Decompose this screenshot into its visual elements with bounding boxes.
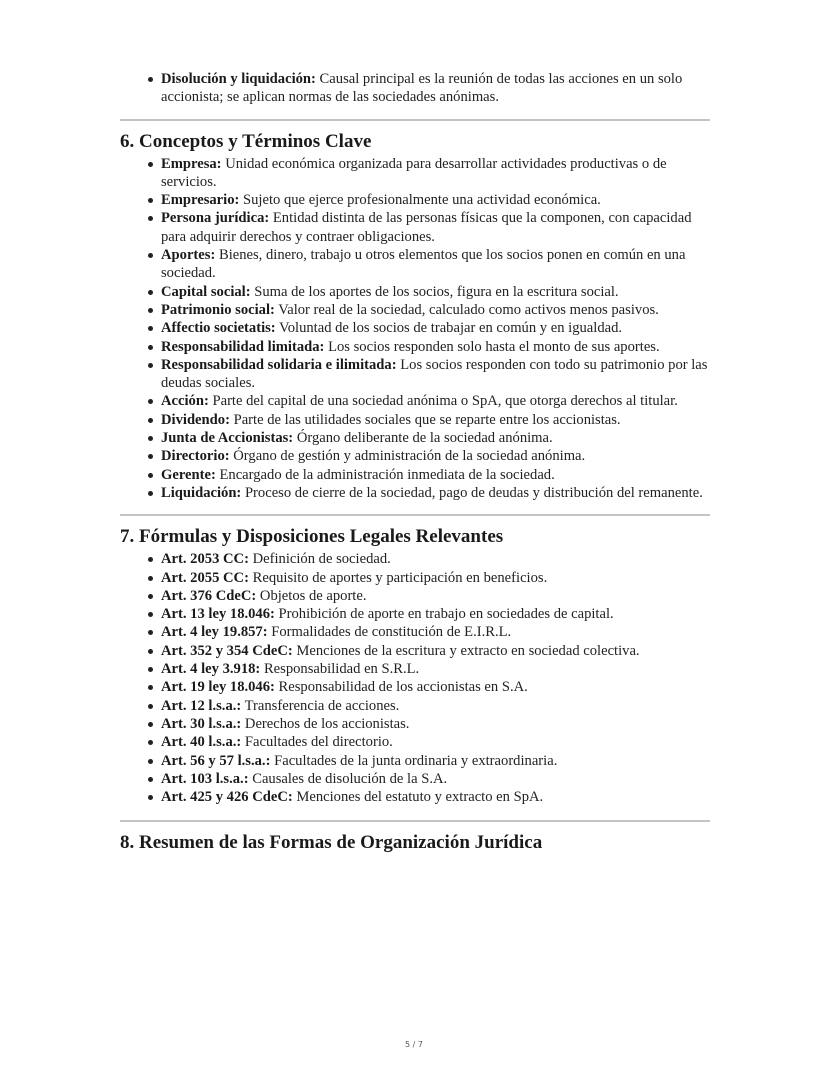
- list-item: [161, 301, 710, 319]
- list-item: [161, 447, 710, 465]
- section-heading-7: 7. Fórmulas y Disposiciones Legales Relevantes: [120, 526, 504, 548]
- list-item: [161, 246, 710, 283]
- list-item-term: Art. 30 l.s.a.:: [161, 715, 242, 732]
- list-item: [161, 550, 710, 568]
- list-item-term: Capital social:: [161, 283, 251, 300]
- list-item-term: Acción:: [161, 393, 209, 410]
- list-item: [161, 697, 710, 715]
- list-item: [161, 70, 710, 107]
- list-item-text: Causales de disolución de la S.A.: [248, 770, 448, 787]
- list-item-text: Bienes, dinero, trabajo u otros elementos que los socios ponen en común en una sociedad.: [161, 247, 686, 282]
- list-item-term: Art. 19 ley 18.046:: [161, 679, 275, 696]
- list-item-term: Art. 352 y 354 CdeC:: [161, 642, 293, 659]
- list-item: [161, 770, 710, 788]
- list-item: [161, 319, 710, 337]
- section-divider: [120, 514, 710, 516]
- list-item-text: Los socios responden solo hasta el monto de sus aportes.: [324, 338, 660, 355]
- list-item-term: Art. 2053 CC:: [161, 551, 249, 568]
- list-item: [161, 788, 710, 806]
- list-item-term: Empresario:: [161, 192, 240, 209]
- list-item-term: Art. 4 ley 3.918:: [161, 661, 261, 678]
- list-item-term: Gerente:: [161, 466, 216, 483]
- list-item-term: Aportes:: [161, 247, 216, 264]
- list-item-term: Art. 40 l.s.a.:: [161, 734, 242, 751]
- list-item-text: Parte del capital de una sociedad anónima o SpA, que otorga derechos al titular.: [208, 393, 678, 410]
- list-item-text: Proceso de cierre de la sociedad, pago de deudas y distribución del remanente.: [241, 484, 703, 501]
- list-item-term: Empresa:: [161, 155, 222, 172]
- list-item-term: Persona jurídica:: [161, 210, 270, 227]
- list-item-text: Voluntad de los socios de trabajar en común y en igualdad.: [275, 320, 623, 337]
- list-item-text: Unidad económica organizada para desarrollar actividades productivas o de servicios.: [161, 155, 667, 190]
- list-item: [161, 733, 710, 751]
- list-item-text: Prohibición de aporte en trabajo en sociedades de capital.: [274, 606, 614, 623]
- list-item: [161, 338, 710, 356]
- list-item: [161, 642, 710, 660]
- list-item: [161, 283, 710, 301]
- list-item-term: Dividendo:: [161, 411, 230, 428]
- list-item-term: Art. 376 CdeC:: [161, 587, 257, 604]
- prev-section-list: [120, 70, 710, 107]
- list-item-term: Art. 2055 CC:: [161, 569, 249, 586]
- list-item-term: Disolución y liquidación:: [161, 71, 316, 87]
- list-item: [161, 155, 710, 192]
- list-item: [161, 484, 710, 502]
- list-item: [161, 605, 710, 623]
- list-item-text: Formalidades de constitución de E.I.R.L.: [267, 624, 512, 641]
- list-item-text: Entidad distinta de las personas físicas que la componen, con capacidad para adquirir derechos y contraer obligaciones.: [161, 210, 692, 245]
- list-item-term: Art. 425 y 426 CdeC:: [161, 789, 293, 806]
- section-heading-6: 6. Conceptos y Términos Clave: [120, 130, 372, 152]
- list-item-term: Art. 103 l.s.a.:: [161, 770, 249, 787]
- list-item-text: Valor real de la sociedad, calculado como activos menos pasivos.: [274, 301, 659, 318]
- list-item-term: Art. 4 ley 19.857:: [161, 624, 268, 641]
- list-item: [161, 660, 710, 678]
- list-item-text: Menciones del estatuto y extracto en SpA.: [292, 789, 544, 806]
- list-item-text: Los socios responden con todo su patrimonio por las deudas sociales.: [161, 356, 708, 392]
- list-item-text: Derechos de los accionistas.: [241, 715, 410, 732]
- list-item-text: Parte de las utilidades sociales que se reparte entre los accionistas.: [229, 411, 621, 428]
- list-item-text: Encargado de la administración inmediata de la sociedad.: [215, 466, 555, 483]
- list-item-text: Facultades del directorio.: [241, 734, 393, 751]
- list-item-text: Requisito de aportes y participación en beneficios.: [248, 569, 548, 586]
- list-item-text: Transferencia de acciones.: [241, 697, 400, 714]
- list-item-text: Causal principal es la reunión de todas las acciones en un solo accionista; se aplican normas de las sociedades anónimas.: [161, 71, 683, 106]
- list-item-text: Objetos de aporte.: [256, 587, 367, 604]
- list-item-term: Liquidación:: [161, 484, 242, 501]
- list-item-term: Patrimonio social:: [161, 301, 275, 318]
- list-item: [161, 587, 710, 605]
- list-item-text: Menciones de la escritura y extracto en sociedad colectiva.: [292, 642, 640, 659]
- list-item: [161, 191, 710, 209]
- list-item-term: Art. 56 y 57 l.s.a.:: [161, 752, 271, 769]
- list-item: [161, 466, 710, 484]
- concepts-list: [120, 155, 710, 503]
- legal-provisions-list: [120, 550, 710, 806]
- list-item: [161, 715, 710, 733]
- list-item-text: Suma de los aportes de los socios, figura en la escritura social.: [250, 283, 619, 300]
- section-heading-8: 8. Resumen de las Formas de Organización Jurídica: [120, 832, 543, 854]
- list-item-text: Responsabilidad de los accionistas en S.A.: [274, 679, 528, 696]
- list-item-term: Junta de Accionistas:: [161, 430, 294, 447]
- list-item: [161, 569, 710, 587]
- list-item-text: Facultades de la junta ordinaria y extraordinaria.: [270, 752, 558, 769]
- list-item: [161, 678, 710, 696]
- list-item-term: Responsabilidad limitada:: [161, 338, 325, 355]
- section-divider: [120, 820, 710, 822]
- list-item-term: Directorio:: [161, 448, 230, 465]
- list-item-term: Affectio societatis:: [161, 320, 276, 337]
- document-content: [120, 70, 710, 856]
- page-number: 5 / 7: [405, 1040, 423, 1049]
- list-item: [161, 623, 710, 641]
- list-item-text: Definición de sociedad.: [248, 551, 391, 568]
- list-item-term: Art. 12 l.s.a.:: [161, 697, 242, 714]
- list-item-term: Responsabilidad solidaria e ilimitada:: [161, 356, 397, 373]
- list-item-term: Art. 13 ley 18.046:: [161, 606, 275, 623]
- list-item: [161, 429, 710, 447]
- list-item: [161, 411, 710, 429]
- section-divider: [120, 119, 710, 121]
- list-item: [161, 356, 710, 393]
- list-item-text: Órgano deliberante de la sociedad anónima.: [293, 430, 553, 447]
- list-item-text: Órgano de gestión y administración de la sociedad anónima.: [229, 448, 586, 465]
- list-item-text: Sujeto que ejerce profesionalmente una actividad económica.: [239, 192, 601, 209]
- list-item: [161, 209, 710, 246]
- list-item-text: Responsabilidad en S.R.L.: [260, 661, 420, 678]
- list-item: [161, 392, 710, 410]
- list-item: [161, 752, 710, 770]
